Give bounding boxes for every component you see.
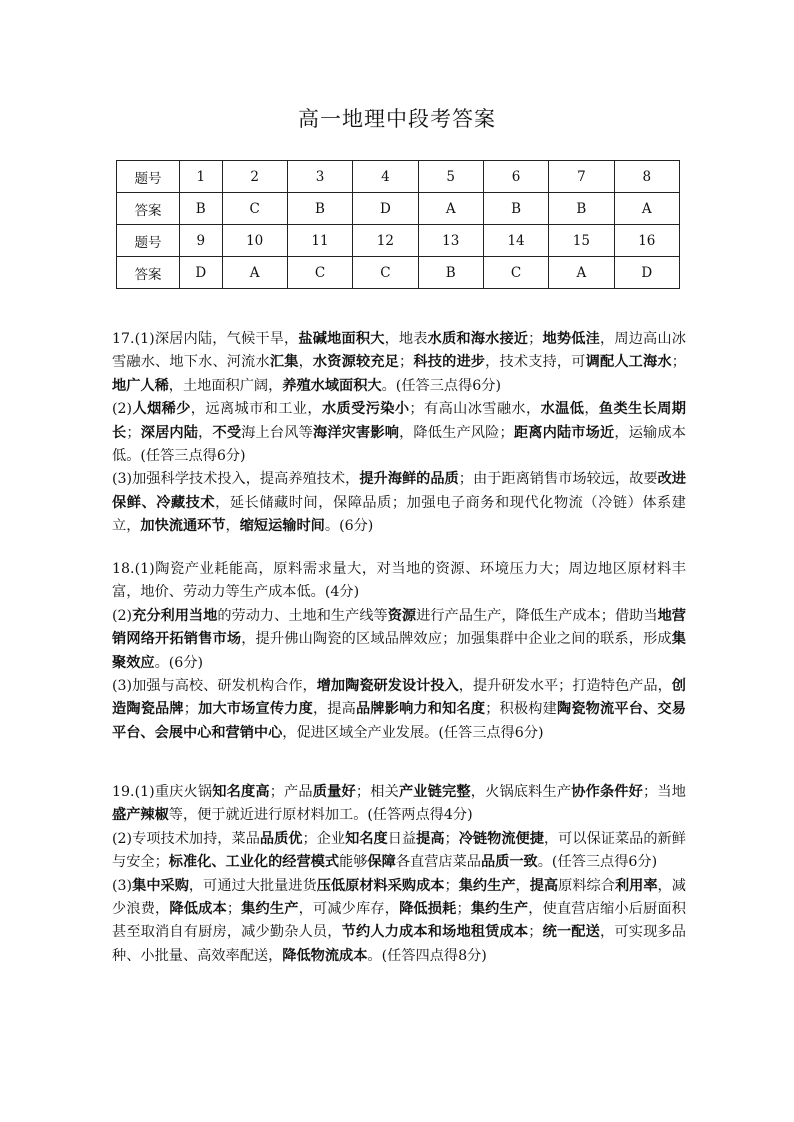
table-row [117, 257, 680, 289]
table-cell: 1 [180, 161, 223, 193]
table-cell: A [614, 193, 679, 225]
q19-part-1: 19.(1)重庆火锅知名度高；产品质量好；相关产业链完整，火锅底料生产协作条件好；当地盛产辣椒等，便于就近进行原材料加工。(任答两点得4分) [112, 784, 686, 824]
table-cell: 2 [222, 161, 287, 193]
table-row [117, 225, 680, 257]
table-cell: 15 [549, 225, 614, 257]
table-cell: 6 [483, 161, 548, 193]
q17-part-2: (2)人烟稀少，远离城市和工业，水质受污染小；有高山冰雪融水，水温低，鱼类生长周期长；深居内陆，不受海上台风等海洋灾害影响，降低生产风险；距离内陆市场近，运输成本低。(任答三点得6分) [112, 401, 686, 465]
question-19-answer [112, 781, 686, 968]
q17-part-3: (3)加强科学技术投入，提高养殖技术，提升海鲜的品质；由于距离销售市场较远，故要改进保鲜、冷藏技术，延长储藏时间，保障品质；加强电子商务和现代化物流（冷链）体系建立，加快流通环节，缩短运输时间。(6分) [112, 471, 686, 535]
table-cell: D [180, 257, 223, 289]
q18-part-1: 18.(1)陶瓷产业耗能高，原料需求量大，对当地的资源、环境压力大；周边地区原材料丰富，地价、劳动力等生产成本低。(4分) [112, 561, 686, 601]
table-cell: 5 [418, 161, 483, 193]
q18-part-2: (2)充分利用当地的劳动力、土地和生产线等资源进行产品生产，降低生产成本；借助当地营销网络开拓销售市场，提升佛山陶瓷的区域品牌效应；加强集群中企业之间的联系，形成集聚效应。(6分) [112, 607, 686, 671]
q18-part-3: (3)加强与高校、研发机构合作，增加陶瓷研发设计投入，提升研发水平；打造特色产品，创造陶瓷品牌；加大市场宣传力度，提高品牌影响力和知名度；积极构建陶瓷物流平台、交易平台、会展中心和营销中心，促进区域全产业发展。(任答三点得6分) [112, 678, 686, 741]
row-label: 题号 [117, 225, 180, 257]
table-cell: A [418, 193, 483, 225]
table-cell: B [180, 193, 223, 225]
table-row [117, 193, 680, 225]
q19-part-3: (3)集中采购，可通过大批量进货压低原材料采购成本；集约生产，提高原料综合利用率，减少浪费，降低成本；集约生产，可减少库存，降低损耗；集约生产，使直营店缩小后厨面积甚至取消自有厨房，减少勤杂人员，节约人力成本和场地租赁成本；统一配送，可实现多品种、小批量、高效率配送，降低物流成本。(任答四点得8分) [112, 877, 686, 964]
q17-part-1: 17.(1)深居内陆，气候干旱，盐碱地面积大，地表水质和海水接近；地势低洼，周边高山冰雪融水、地下水、河流水汇集，水资源较充足；科技的进步，技术支持，可调配人工海水；地广人稀，土地面积广阔，养殖水域面积大。(任答三点得6分) [112, 331, 686, 394]
q19-part-2: (2)专项技术加持，菜品品质优；企业知名度日益提高；冷链物流便捷，可以保证菜品的新鲜与安全；标准化、工业化的经营模式能够保障各直营店菜品品质一致。(任答三点得6分) [112, 830, 686, 871]
table-cell: B [549, 193, 614, 225]
question-17-answer [112, 328, 686, 539]
table-cell: B [287, 193, 352, 225]
table-cell: 4 [353, 161, 418, 193]
table-cell: 7 [549, 161, 614, 193]
row-label: 题号 [117, 161, 180, 193]
table-cell: 8 [614, 161, 679, 193]
table-cell: B [418, 257, 483, 289]
table-cell: 12 [353, 225, 418, 257]
row-label: 答案 [117, 193, 180, 225]
table-cell: C [287, 257, 352, 289]
page-title: 高一地理中段考答案 [298, 107, 496, 131]
table-cell: C [353, 257, 418, 289]
table-cell: D [353, 193, 418, 225]
table-cell: C [222, 193, 287, 225]
table-cell: A [549, 257, 614, 289]
table-cell: 10 [222, 225, 287, 257]
table-cell: 13 [418, 225, 483, 257]
table-cell: 9 [180, 225, 223, 257]
answer-table [116, 160, 680, 289]
table-cell: A [222, 257, 287, 289]
table-cell: 16 [614, 225, 679, 257]
table-cell: D [614, 257, 679, 289]
table-row [117, 161, 680, 193]
table-cell: B [483, 193, 548, 225]
row-label: 答案 [117, 257, 180, 289]
table-cell: 14 [483, 225, 548, 257]
question-18-answer [112, 558, 686, 745]
table-cell: 3 [287, 161, 352, 193]
table-cell: 11 [287, 225, 352, 257]
table-cell: C [483, 257, 548, 289]
